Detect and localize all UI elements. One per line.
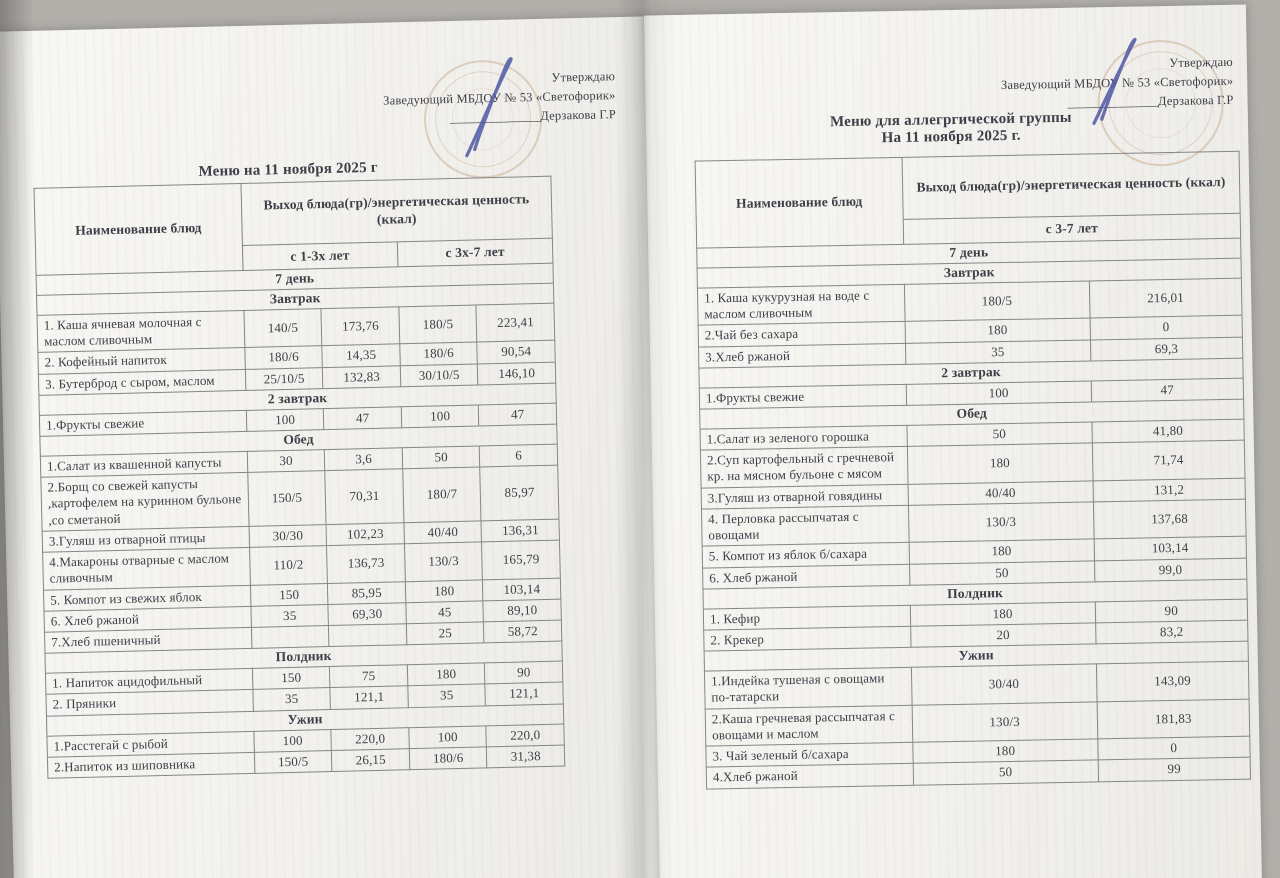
day-label: 7 день [36, 263, 553, 295]
value-cell: 130/3 [908, 502, 1094, 543]
approval-signature-line: ______________Дерзакова Г.Р [449, 106, 617, 125]
dish-name-cell: 2. Кофейный напиток [38, 348, 245, 374]
value-cell: 3,6 [325, 448, 403, 471]
value-cell: 223,41 [476, 303, 554, 342]
dish-name-cell: 5. Компот из яблок б/сахара [702, 543, 909, 568]
dish-name-cell: 1. Кефир [703, 605, 910, 630]
dish-name-column-header: Наименование блюд [695, 157, 903, 248]
dish-name-cell: 2.Напиток из шиповника [47, 752, 254, 778]
dish-name-cell: 1.Индейка тушеная с овощами по-татарски [704, 667, 911, 708]
value-cell: 30 [247, 449, 325, 472]
value-cell: 146,10 [478, 362, 556, 385]
allergy-menu-table [695, 151, 1251, 789]
value-cell: 99 [1098, 757, 1251, 781]
value-cell: 216,01 [1089, 278, 1242, 318]
meal-section-label: Обед [40, 424, 557, 456]
dish-name-cell: 2.Каша гречневая рассыпчатая с овощами и маслом [705, 705, 912, 746]
value-cell: 180 [909, 539, 1094, 564]
value-cell: 220,0 [331, 727, 409, 750]
value-cell: 69,30 [328, 602, 406, 625]
value-cell: 180 [907, 443, 1093, 484]
value-cell: 30/30 [249, 524, 327, 547]
dish-name-cell: 4.Макароны отварные с маслом сливочным [43, 547, 251, 589]
value-cell: 100 [401, 405, 479, 428]
value-cell: 102,23 [326, 523, 404, 546]
dish-name-cell: 2.Чай без сахара [698, 322, 905, 347]
age-group-1-3: с 1-3х лет [242, 242, 398, 271]
table-header-row [695, 151, 1240, 223]
value-cell: 100 [246, 408, 324, 431]
dish-name-cell: 3.Гуляш из отварной говядины [701, 484, 908, 509]
meal-section-label: Обед [700, 399, 1244, 429]
age-group-3-7: с 3-7 лет [903, 213, 1241, 244]
menu-title-line2: На 11 ноября 2025 г. [881, 127, 1021, 147]
value-cell: 50 [402, 446, 480, 469]
value-cell: 180/5 [904, 281, 1090, 322]
value-cell: 180/6 [245, 346, 323, 369]
value-cell: 14,35 [322, 344, 400, 367]
value-cell: 89,10 [483, 599, 561, 622]
value-cell: 30/10/5 [400, 363, 478, 386]
value-cell: 131,2 [1093, 478, 1246, 502]
meal-section-label: Завтрак [37, 283, 554, 315]
dish-name-cell: 7.Хлеб пшеничный [44, 627, 251, 653]
value-cell: 83,2 [1095, 620, 1248, 644]
value-cell: 40/40 [908, 480, 1093, 505]
value-cell: 47 [479, 403, 557, 426]
value-cell: 45 [406, 601, 484, 624]
dish-name-cell: 3.Гуляш из отварной птицы [42, 526, 249, 552]
value-cell: 0 [1090, 315, 1243, 339]
dish-name-cell: 1.Фрукты свежие [39, 410, 246, 436]
dish-name-cell: 1. Каша кукурузная на воде с маслом сливочным [697, 284, 904, 325]
dish-name-cell: 1. Напиток ацидофильный [45, 668, 252, 694]
value-cell: 85,97 [480, 465, 559, 521]
value-cell: 143,09 [1096, 661, 1249, 701]
value-cell: 173,76 [321, 307, 399, 346]
dish-name-cell: 5. Компот из свежих яблок [43, 585, 250, 611]
day-label: 7 день [697, 238, 1241, 268]
dish-name-cell: 3. Чай зеленый б/сахара [706, 742, 913, 767]
dish-name-cell: 1.Расстегай с рыбой [47, 731, 254, 757]
value-cell: 50 [907, 422, 1092, 447]
meal-section-label: Завтрак [697, 258, 1241, 288]
value-cell: 25 [406, 622, 484, 645]
approval-line1: Утверждаю [551, 69, 616, 85]
value-cell: 130/3 [912, 701, 1098, 742]
value-cell: 47 [324, 406, 402, 429]
value-cell: 180 [913, 739, 1098, 764]
meal-section-label: Ужин [704, 641, 1248, 671]
value-cell: 132,83 [323, 365, 401, 388]
dish-name-cell: 6. Хлеб ржаной [44, 606, 251, 632]
value-cell: 26,15 [332, 748, 410, 771]
value-cell: 130/3 [404, 542, 482, 581]
approval-line2: Заведующий МБДОУ № 53 «Светофорик» [383, 87, 616, 108]
value-cell: 41,80 [1092, 419, 1245, 443]
value-cell: 180/6 [409, 747, 487, 770]
dish-name-cell: 2. Пряники [46, 690, 253, 716]
value-cell: 180 [405, 579, 483, 602]
value-cell: 20 [910, 623, 1095, 648]
value-cell: 121,1 [330, 686, 408, 709]
meal-section-label: Полдник [703, 579, 1247, 609]
signature-ink-stroke [1082, 34, 1154, 130]
output-column-header: Выход блюда(гр)/энергетическая ценность (ккал) [902, 151, 1240, 219]
value-cell: 25/10/5 [245, 367, 323, 390]
value-cell: 35 [251, 604, 329, 627]
value-cell: 35 [408, 684, 486, 707]
meal-section-label: Ужин [46, 704, 563, 736]
dish-name-cell: 2.Борщ со свежей капусты ,картофелем на куринном бульоне ,со сметаной [41, 472, 249, 531]
approval-signature-line: ______________Дерзакова Г.Р [1067, 92, 1234, 110]
value-cell: 181,83 [1097, 699, 1250, 739]
value-cell: 47 [1091, 378, 1244, 402]
value-cell: 71,74 [1092, 440, 1245, 480]
value-cell: 99,0 [1094, 558, 1247, 582]
value-cell [251, 626, 329, 649]
approval-line1: Утверждаю [1169, 54, 1234, 70]
dish-name-cell: 2.Суп картофельный с гречневой кр. на мясном бульоне с мясом [700, 446, 907, 487]
value-cell: 90 [1095, 599, 1248, 623]
value-cell: 103,14 [483, 578, 561, 601]
value-cell: 85,95 [328, 581, 406, 604]
value-cell: 100 [254, 729, 332, 752]
value-cell: 75 [330, 665, 408, 688]
dish-name-cell: 2. Крекер [704, 626, 911, 651]
value-cell: 100 [906, 381, 1091, 406]
menu-page-allergy [644, 5, 1262, 878]
value-cell: 180/7 [403, 467, 482, 523]
value-cell: 150 [252, 667, 330, 690]
menu-title-line1: Меню для аллегргической группы [829, 109, 1072, 131]
value-cell: 50 [909, 560, 1094, 585]
signature-ink-stroke [452, 52, 535, 164]
value-cell: 150/5 [248, 471, 327, 527]
value-cell: 58,72 [484, 620, 562, 643]
age-group-3-7: с 3х-7 лет [397, 238, 553, 267]
dish-name-cell: 3.Хлеб ржаной [699, 343, 906, 368]
value-cell: 136,31 [481, 519, 559, 542]
value-cell: 180 [910, 602, 1095, 627]
value-cell: 136,73 [327, 544, 405, 583]
dish-name-cell: 4. Перловка рассыпчатая с овощами [701, 505, 908, 546]
value-cell: 150/5 [254, 750, 332, 773]
value-cell: 140/5 [244, 308, 322, 347]
dish-name-cell: 1.Салат из зеленого горошка [700, 425, 907, 450]
value-cell: 6 [480, 444, 558, 467]
value-cell: 137,68 [1093, 499, 1246, 539]
value-cell: 90 [485, 661, 563, 684]
menu-page-regular [0, 16, 664, 878]
dish-name-cell: 1.Фрукты свежие [699, 384, 906, 409]
value-cell: 70,31 [325, 469, 404, 525]
value-cell: 180/6 [400, 342, 478, 365]
value-cell: 35 [905, 339, 1090, 364]
value-cell: 50 [913, 760, 1098, 785]
value-cell: 40/40 [404, 521, 482, 544]
value-cell: 180/5 [399, 305, 477, 344]
regular-menu-table [34, 176, 566, 779]
value-cell: 150 [250, 583, 328, 606]
menu-title: Меню на 11 ноября 2025 г [198, 159, 378, 180]
value-cell: 35 [253, 688, 331, 711]
value-cell: 180 [407, 663, 485, 686]
dish-name-cell: 3. Бутерброд с сыром, маслом [38, 369, 245, 395]
meal-section-label: 2 завтрак [699, 358, 1243, 388]
dish-name-cell: 6. Хлеб ржаной [703, 564, 910, 589]
dish-name-cell: 4.Хлеб ржаной [706, 764, 913, 789]
dish-name-column-header: Наименование блюд [34, 184, 243, 276]
value-cell: 69,3 [1090, 337, 1243, 361]
value-cell: 31,38 [487, 745, 565, 768]
value-cell [329, 624, 407, 647]
value-cell: 220,0 [486, 724, 564, 747]
value-cell: 103,14 [1094, 536, 1247, 560]
value-cell: 100 [409, 725, 487, 748]
approval-line2: Заведующий МБДОУ № 53 «Светофорик» [1000, 73, 1234, 92]
value-cell: 121,1 [485, 682, 563, 705]
value-cell: 90,54 [477, 340, 555, 363]
dish-name-cell: 1.Салат из квашенной капусты [40, 451, 247, 477]
value-cell: 0 [1097, 736, 1250, 760]
value-cell: 110/2 [249, 546, 327, 585]
meal-section-label: 2 завтрак [39, 383, 556, 415]
value-cell: 165,79 [482, 540, 560, 579]
value-cell: 180 [905, 318, 1090, 343]
output-column-header: Выход блюда(гр)/энергетическая ценность (ккал) [241, 176, 553, 245]
meal-section-label: Полдник [45, 641, 562, 673]
dish-name-cell: 1. Каша ячневая молочная с маслом сливочным [37, 310, 245, 352]
value-cell: 30/40 [911, 664, 1097, 705]
